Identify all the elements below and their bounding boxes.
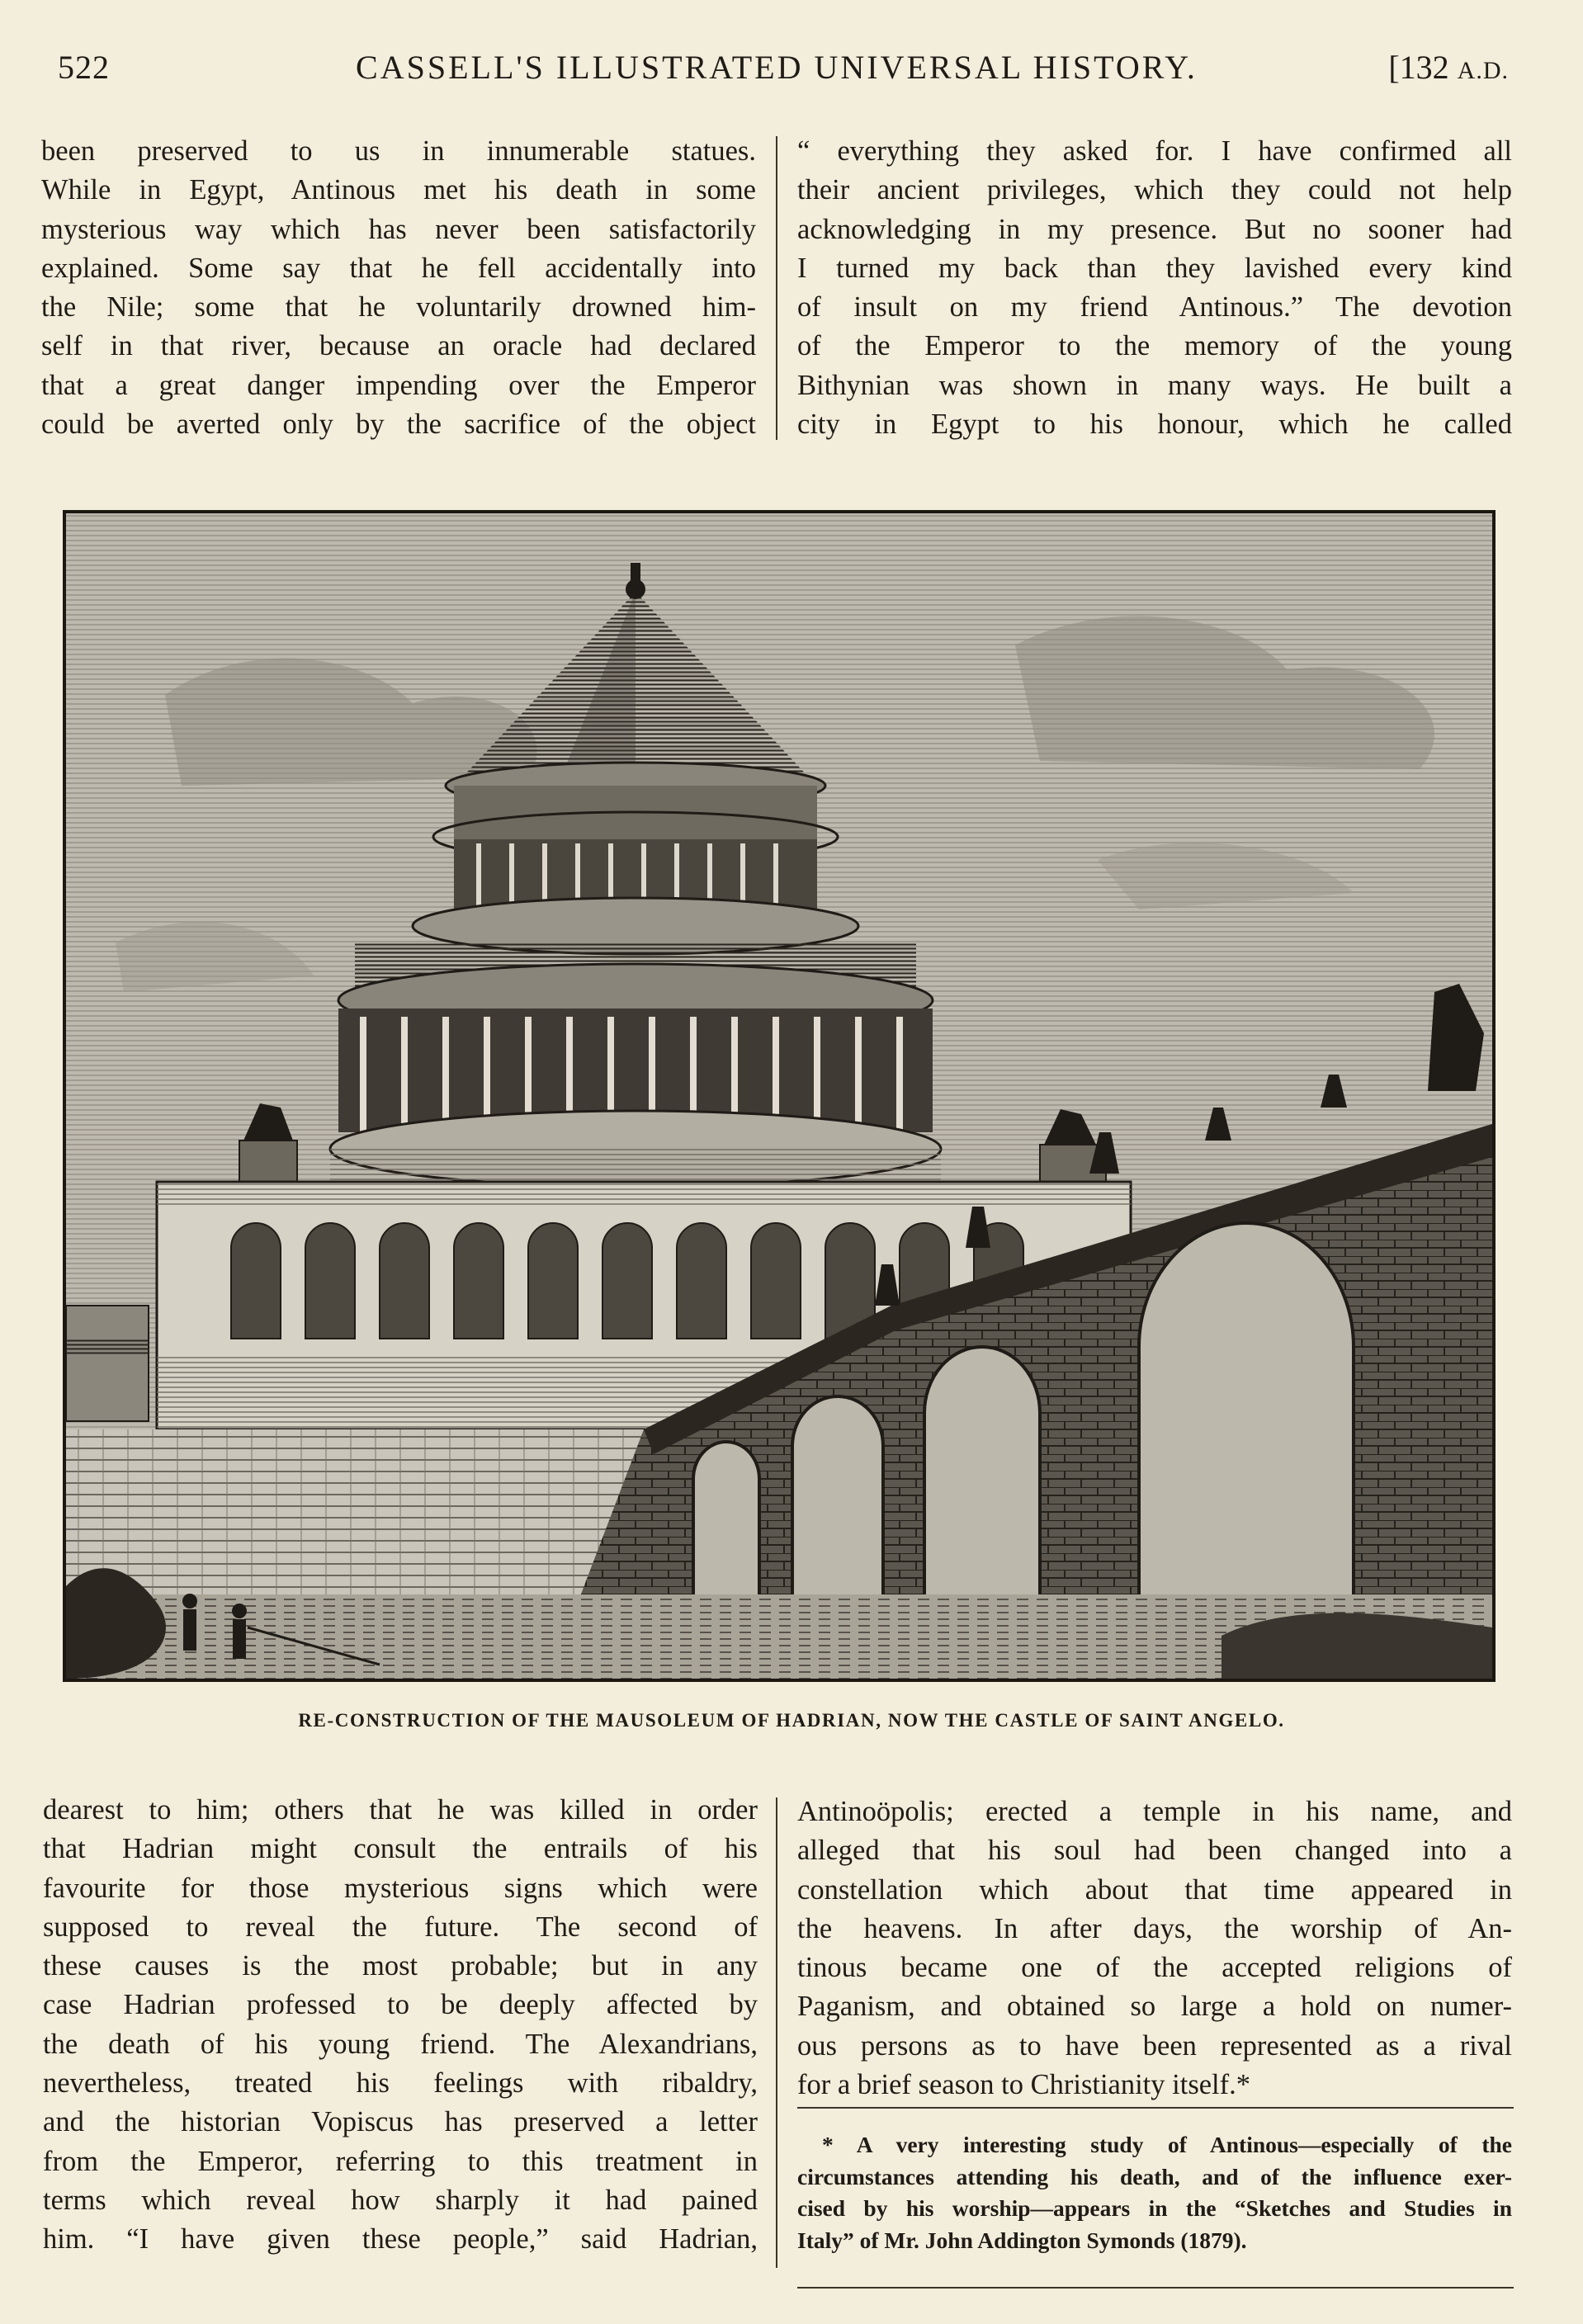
text-column-bottom-left: [43, 1791, 758, 2260]
text-line: nevertheless, treated his feelings with ribaldry,: [43, 2067, 758, 2100]
bridge-arch-large: [1139, 1223, 1354, 1611]
running-title: CASSELL'S ILLUSTRATED UNIVERSAL HISTORY.: [356, 49, 1198, 86]
text-line: alleged that his soul had been changed into a: [797, 1835, 1512, 1867]
text-line: that Hadrian might consult the entrails of his: [43, 1833, 758, 1865]
distant-building: [66, 1306, 149, 1421]
text-line: city in Egypt to his honour, which he called: [797, 409, 1512, 441]
bottom-rule: [797, 2287, 1514, 2289]
text-line: tinous became one of the accepted religions of: [797, 1952, 1512, 1984]
date-marker: [1388, 48, 1509, 87]
text-column-top-left: [41, 132, 756, 444]
text-line: of the Emperor to the memory of the young: [797, 330, 1512, 362]
text-line: him. “I have given these people,” said Hadrian,: [43, 2223, 758, 2256]
text-line: been preserved to us in innumerable statues.: [41, 135, 756, 167]
text-line: could be averted only by the sacrifice of the object: [41, 409, 756, 441]
running-header: [45, 48, 1509, 97]
engraving-image: [66, 513, 1492, 1679]
text-column-top-right: [797, 132, 1512, 444]
text-column-bottom-right: [797, 1793, 1512, 2104]
text-line: explained. Some say that he fell accidentally into: [41, 252, 756, 284]
text-line: favourite for those mysterious signs which were: [43, 1872, 758, 1904]
text-line: their ancient privileges, which they could not help: [797, 174, 1512, 206]
text-line: While in Egypt, Antinous met his death in some: [41, 174, 756, 206]
embankment-steps: [66, 1429, 644, 1603]
date-era: A.D.: [1457, 57, 1509, 84]
footnote: [797, 2129, 1512, 2256]
column-divider: [776, 136, 777, 440]
bridge-arch: [924, 1347, 1040, 1611]
footnote-line: circumstances attending his death, and of the influence exer-: [797, 2163, 1512, 2189]
footnote-rule: [797, 2107, 1514, 2109]
text-line: dearest to him; others that he was killed in order: [43, 1794, 758, 1826]
text-line: for a brief season to Christianity itself.*: [797, 2069, 1251, 2101]
date-year: [132: [1388, 49, 1449, 86]
page-number: 522: [58, 49, 110, 86]
text-line: case Hadrian professed to be deeply affected by: [43, 1989, 758, 2021]
text-line: Bithynian was shown in many ways. He built a: [797, 369, 1512, 401]
text-line: acknowledging in my presence. But no sooner had: [797, 213, 1512, 245]
text-line: of insult on my friend Antinous.” The devotion: [797, 291, 1512, 324]
text-line: the Nile; some that he voluntarily drowned him-: [41, 291, 756, 324]
text-line: self in that river, because an oracle had declared: [41, 330, 756, 362]
illustration-mausoleum-of-hadrian: [63, 510, 1496, 1682]
text-line: from the Emperor, referring to this treatment in: [43, 2145, 758, 2177]
column-divider: [776, 1797, 777, 2268]
footnote-line: Italy” of Mr. John Addington Symonds (1879).: [797, 2227, 1247, 2253]
text-line: and the historian Vopiscus has preserved a letter: [43, 2106, 758, 2138]
footnote-line: * A very interesting study of Antinous—especially of the: [822, 2132, 1512, 2157]
text-line: I turned my back than they lavished every kind: [797, 252, 1512, 284]
text-line: the heavens. In after days, the worship of An-: [797, 1912, 1512, 1944]
text-line: “ everything they asked for. I have confirmed all: [797, 135, 1512, 167]
text-line: ous persons as to have been represented as a rival: [797, 2029, 1512, 2062]
footnote-line: cised by his worship—appears in the “Sketches and Studies in: [797, 2195, 1512, 2221]
text-line: constellation which about that time appeared in: [797, 1873, 1512, 1906]
text-line: these causes is the most probable; but in any: [43, 1950, 758, 1982]
text-line: Paganism, and obtained so large a hold on numer-: [797, 1991, 1512, 2023]
text-line: that a great danger impending over the Emperor: [41, 369, 756, 401]
text-line: supposed to reveal the future. The second of: [43, 1911, 758, 1943]
text-line: mysterious way which has never been satisfactorily: [41, 213, 756, 245]
text-line: the death of his young friend. The Alexandrians,: [43, 2028, 758, 2060]
bridge-arch: [792, 1396, 883, 1611]
text-line: terms which reveal how sharply it had pained: [43, 2184, 758, 2216]
text-line: Antinoöpolis; erected a temple in his name, and: [797, 1796, 1512, 1827]
figure-caption: RE-CONSTRUCTION OF THE MAUSOLEUM OF HADRIAN, NOW THE CASTLE OF SAINT ANGELO.: [298, 1710, 1285, 1731]
bridge-arch: [693, 1442, 759, 1611]
